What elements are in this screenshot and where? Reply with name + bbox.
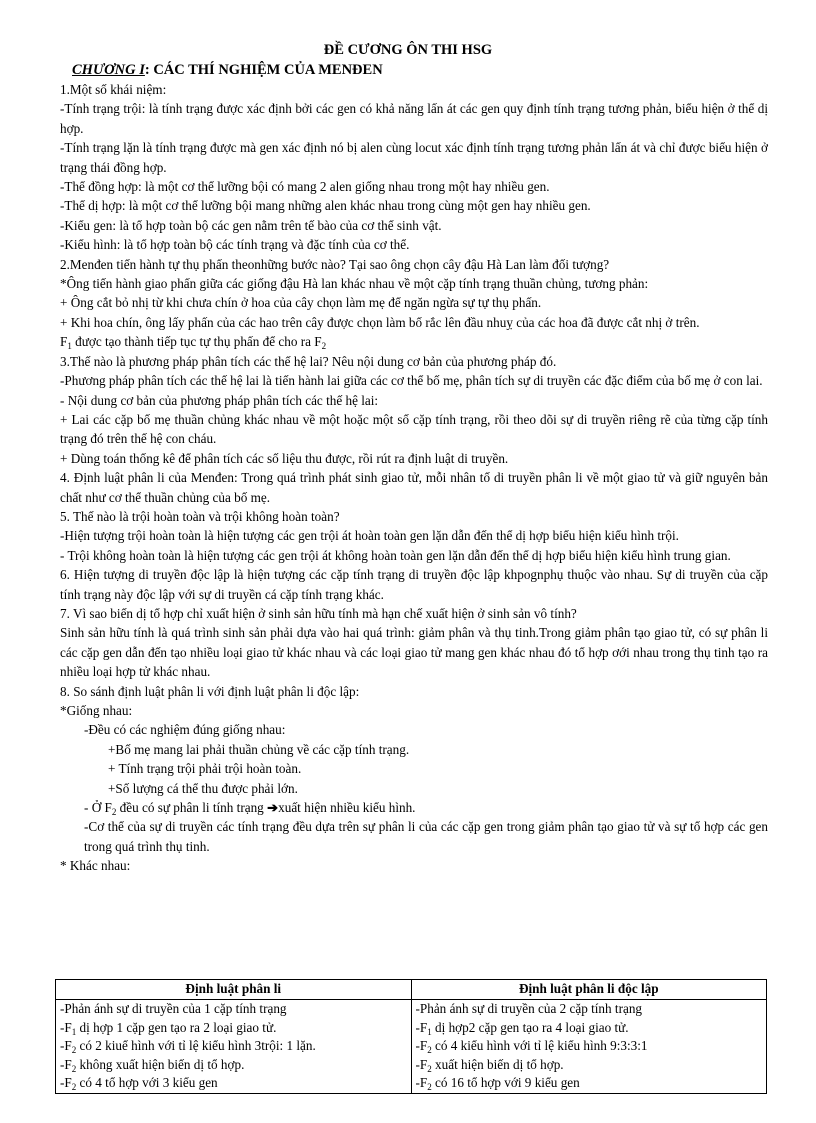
document-body: [60, 80, 768, 876]
paragraph: -Kiểu gen: là tổ hợp toàn bộ các gen nằm trên tế bào của cơ thể sinh vật.: [60, 217, 442, 233]
paragraph: + Dùng toán thống kê để phân tích các số liệu thu được, rồi rút ra định luật di truyền.: [60, 450, 509, 466]
paragraph: - Trội không hoàn toàn là hiện tượng các gen trội át không hoàn toàn gen lặn dẫn đến thể dị hợp biểu hiện kiểu hình trung gian.: [60, 547, 731, 563]
chapter-number: CHƯƠNG I: [72, 62, 145, 78]
paragraph: -Tính trạng trội: là tính trạng được xác định bởi các gen có khả năng lấn át các gen quy định tính trạng tương phản, biểu hiện ở thể dị hợp.: [60, 101, 768, 136]
chapter-heading: [72, 60, 383, 80]
table-cell-left: -Phản ánh sự di truyền của 1 cặp tính trạng $-F_1$ dị hợp 1 cặp gen tạo ra 2 loại giao tử. $-F_2$ có 2 kiuể hình với tỉ lệ kiểu hình 3trội: 1 lặn. $-F_2$ không xuất hiện biến dị tổ hợp. $-F_2$ có 4 tổ hợp với 3 kiểu gen: [56, 1000, 412, 1094]
paragraph: $F_1$ được tạo thành tiếp tục tự thụ phấn để cho ra $F_2$: [60, 334, 327, 352]
paragraph: -Hiện tượng trội hoàn toàn là hiện tượng các gen trội át hoàn toàn gen lặn dẫn đến thể dị hợp biểu hiện kiểu hình trội.: [60, 528, 679, 544]
paragraph: -Tính trạng lặn là tính trạng được mà gen xác định nó bị alen cùng locut xác định tính trạng tương phản lấn át và chỉ được biểu hiện ở trạng thái đồng hợp.: [60, 140, 768, 175]
comparison-table: [55, 979, 767, 1094]
section-4-paragraph: 4. Định luật phân li của Menđen: Trong quá trình phát sinh giao tử, mỗi nhân tố di truyền phân li về một giao tử và giữ nguyên bản chất như cơ thể thuần chủng của bố mẹ.: [60, 470, 768, 505]
differences-heading: * Khác nhau:: [60, 858, 131, 874]
paragraph: + Khi hoa chín, ông lấy phấn của các hao trên cây được chọn làm bố rắc lên đầu nhuỵ của các hoa đã được cắt nhị ở trên.: [60, 314, 700, 330]
similarities-heading: *Giống nhau:: [60, 703, 133, 718]
table-header: Định luật phân li: [56, 980, 412, 1000]
paragraph: -Cơ thể của sự di truyền các tính trạng đều dựa trên sự phân li của các cặp gen trong giảm phân tạo giao tử và sự tổ hợp các gen trong quá trình thụ tinh.: [84, 819, 768, 854]
paragraph: -Kiểu hình: là tổ hợp toàn bộ các tính trạng và đặc tính của cơ thể.: [60, 237, 410, 253]
section-7-heading: 7. Vì sao biến dị tổ hợp chỉ xuất hiện ở sinh sản hữu tính mà hạn chế xuất hiện ở sinh sản vô tính?: [60, 605, 577, 621]
paragraph: + Ông cắt bỏ nhị từ khi chưa chín ở hoa của cây chọn làm mẹ để ngăn ngừa sự tự thụ phấn.: [60, 295, 542, 311]
paragraph: *Ông tiến hành giao phấn giữa các giống đậu Hà lan khác nhau về một cặp tính trạng thuần chủng, tương phản:: [60, 276, 649, 292]
list-item: +Số lượng cá thể thu được phải lớn.: [108, 780, 298, 796]
paragraph: -Đều có các nghiệm đúng giống nhau:: [84, 722, 286, 738]
document-title: ĐỀ CƯƠNG ÔN THI HSG: [323, 42, 493, 58]
table-cell-right: -Phản ánh sự di truyền của 2 cặp tính trạng $-F_1$ dị hợp2 cặp gen tạo ra 4 loại giao tử. $-F_2$ có 4 kiểu hình với tỉ lệ kiểu hình 9:3:3:1 $-F_2$ xuất hiện biến dị tổ hợp. $-F_2$ có 16 tổ hợp với 9 kiểu gen: [411, 1000, 767, 1094]
paragraph: + Lai các cặp bố mẹ thuần chủng khác nhau về một hoặc một số cặp tính trạng, rồi theo dõi sự di truyền riêng rẽ của từng cặp tính trạng đó trên thế hệ con cháu.: [60, 411, 768, 447]
section-8-heading: 8. So sánh định luật phân li với định luật phân li độc lập:: [60, 683, 360, 699]
paragraph: -Thể dị hợp: là một cơ thể lưỡng bội mang những alen khác nhau trong cùng một gen hay nhiều gen.: [60, 198, 591, 214]
section-2-heading: 2.Menđen tiến hành tự thụ phấn theonhững bước nào? Tại sao ông chọn cây đậu Hà Lan làm đối tượng?: [60, 256, 610, 272]
paragraph: -Thể đồng hợp: là một cơ thể lưỡng bội có mang 2 alen giống nhau trong một hay nhiều gen.: [60, 179, 550, 195]
table-row: [56, 1000, 767, 1094]
section-5-heading: 5. Thế nào là trội hoàn toàn và trội không hoàn toàn?: [60, 508, 340, 524]
section-3-heading: 3.Thế nào là phương pháp phân tích các thế hệ lai? Nêu nội dung cơ bản của phương pháp đó.: [60, 353, 557, 369]
section-6-paragraph: 6. Hiện tượng di truyền độc lập là hiện tượng các cặp tính trạng di truyền độc lập khpognphụ thuộc vào nhau. Sự di truyền của cặp tính trạng này độc lập với sự di truyền cá cặp tính trạng khác.: [60, 567, 768, 602]
table-header: Định luật phân li độc lập: [411, 980, 767, 1000]
paragraph: - Ở $F_2$ đều có sự phân li tính trạng ➔xuất hiện nhiều kiểu hình.: [84, 800, 416, 818]
table-header-row: [56, 980, 767, 1000]
arrow-right-icon: ➔: [267, 800, 279, 816]
section-1-heading: 1.Một số khái niệm:: [60, 82, 167, 97]
list-item: + Tính trạng trội phải trội hoàn toàn.: [108, 761, 302, 777]
list-item: +Bố mẹ mang lai phải thuần chủng về các cặp tính trạng.: [108, 741, 410, 757]
chapter-title: : CÁC THÍ NGHIỆM CỦA MENĐEN: [144, 62, 383, 78]
paragraph: - Nội dung cơ bản của phương pháp phân tích các thế hệ lai:: [60, 392, 379, 408]
paragraph: Sinh sản hữu tính là quá trình sinh sản phải dựa vào hai quá trình: giảm phân và thụ tinh.Trong giảm phân tạo giao tử, có sự phân li các cặp gen dẫn đến tạo nhiều loại giao tử khác nhau và các loại giao tử mang gen khác nhau đó tổ hợp ơới nhau trong thụ tinh tạo ra nhiều loại hợp tử khác nhau.: [60, 625, 768, 680]
paragraph: -Phương pháp phân tích các thế hệ lai là tiến hành lai giữa các cơ thể bố mẹ, phân tích sự di truyền các đặc điểm của bố mẹ ở con lai.: [60, 373, 763, 389]
